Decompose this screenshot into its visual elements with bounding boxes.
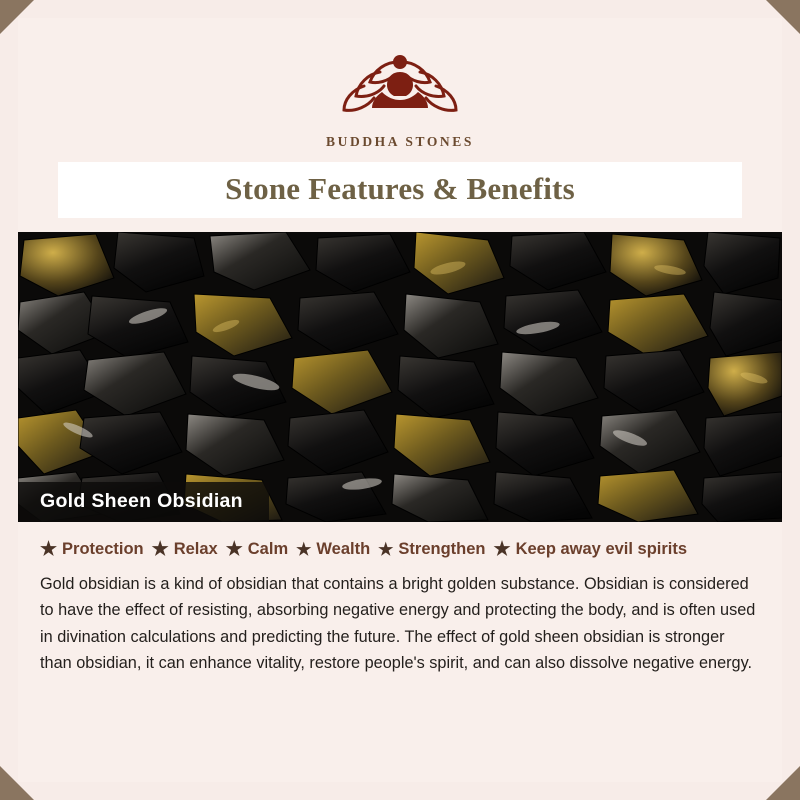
benefit-label: Protection	[62, 540, 144, 558]
benefit-label: Wealth	[316, 540, 371, 558]
star-icon: ★	[378, 539, 394, 559]
benefit-item	[226, 538, 288, 561]
benefit-item	[40, 538, 144, 561]
star-icon: ★	[296, 539, 312, 559]
content-area	[18, 522, 782, 677]
obsidian-stones-illustration	[18, 232, 782, 522]
benefit-label: Keep away evil spirits	[515, 540, 688, 558]
benefit-item	[296, 540, 370, 560]
title-band	[58, 162, 742, 218]
benefit-label: Strengthen	[398, 540, 486, 558]
lotus-meditation-logo-icon	[320, 32, 480, 128]
stone-texture	[18, 232, 782, 522]
benefit-item	[378, 540, 485, 560]
benefits-list	[40, 538, 760, 561]
star-icon: ★	[40, 539, 58, 560]
corner-decoration-top-right	[766, 0, 800, 34]
benefit-label: Calm	[247, 540, 289, 558]
description-text: Gold obsidian is a kind of obsidian that contains a bright golden substance. Obsidian is considered to have the effect of resisting, absorbing negative energy and protecting the body, and is often used in divination calculations and predicting the future. The effect of gold sheen obsidian is stronger than obsidian, it can enhance vitality, restore people's spirit, and can also dissolve negative energy.	[40, 575, 756, 673]
hero-caption: Gold Sheen Obsidian	[18, 482, 269, 522]
page-title: Stone Features & Benefits	[225, 171, 575, 206]
brand-name: BUDDHA STONES	[326, 134, 474, 149]
corner-decoration-bottom-right	[766, 766, 800, 800]
benefit-item	[494, 538, 688, 561]
hero-image	[18, 232, 782, 522]
benefit-item	[152, 538, 218, 561]
corner-decoration-bottom-left	[0, 766, 34, 800]
poster-inner	[18, 18, 782, 782]
benefit-label: Relax	[173, 540, 218, 558]
corner-decoration-top-left	[0, 0, 34, 34]
star-icon: ★	[225, 539, 243, 560]
brand-header	[18, 18, 782, 150]
star-icon: ★	[151, 539, 169, 560]
star-icon: ★	[493, 539, 511, 560]
